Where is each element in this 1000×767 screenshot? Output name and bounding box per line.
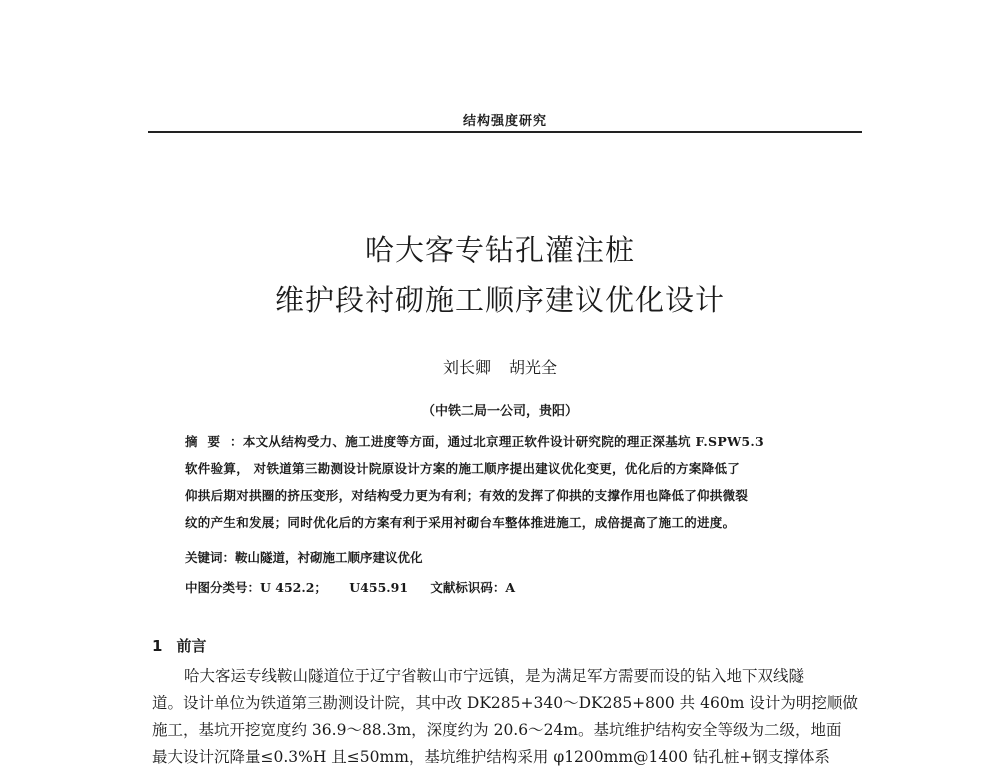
section-title: 前言 xyxy=(176,637,207,655)
abstract-line: 仰拱后期对拱圈的挤压变形，对结构受力更为有利；有效的发挥了仰拱的支撑作用也降低了仰拱微裂 xyxy=(185,488,749,503)
title-line-2: 维护段衬砌施工顺序建议优化设计 xyxy=(274,283,725,317)
keywords xyxy=(185,548,423,566)
header-rule xyxy=(148,131,862,133)
doc-code-value: A xyxy=(505,580,516,595)
abstract-line: 纹的产生和发展；同时优化后的方案有利于采用衬砌台车整体推进施工，成倍提高了施工的进度。 xyxy=(185,515,736,530)
abstract-text: ：本文从结构受力、施工进度等方面，通过北京理正软件设计研究院的理正深基坑 F.SPW5.3 xyxy=(230,434,765,449)
body-line: 施工，基坑开挖宽度约 36.9～88.3m，深度约为 20.6～24m。基坑维护结构安全等级为二级，地面 xyxy=(152,721,842,739)
abstract-label: 摘要 xyxy=(185,434,231,449)
body-line: 哈大客运专线鞍山隧道位于辽宁省鞍山市宁远镇，是为满足军方需要而设的钻入地下双线隧 xyxy=(184,667,805,685)
section-heading xyxy=(152,635,206,656)
abstract-line: 软件验算， 对铁道第三勘测设计院原设计方案的施工顺序提出建议优化变更，优化后的方案降低了 xyxy=(185,461,741,476)
keywords-label: 关键词 xyxy=(185,550,223,565)
authors xyxy=(0,355,1000,378)
clc-value-2: U455.91 xyxy=(349,580,409,595)
classification xyxy=(185,578,515,596)
keywords-text: ：鞍山隧道，衬砌施工顺序建议优化 xyxy=(222,550,423,565)
body-line: 最大设计沉降量≤0.3%H 且≤50mm，基坑维护结构采用 φ1200mm@1400 钻孔桩+钢支撑体系 xyxy=(152,748,830,766)
section-number: 1 xyxy=(152,637,163,655)
author-1: 刘长卿 xyxy=(442,358,491,377)
clc-label: 中图分类号： xyxy=(185,580,261,595)
title-line-1: 哈大客专钻孔灌注桩 xyxy=(364,233,635,267)
body-line: 道。设计单位为铁道第三勘测设计院，其中改 DK285+340～DK285+800 共 460m 设计为明挖顺做 xyxy=(152,694,858,712)
clc-value: U 452.2； xyxy=(260,580,327,595)
author-2: 胡光全 xyxy=(509,358,558,377)
affiliation: （中铁二局一公司，贵阳） xyxy=(421,404,578,419)
doc-code-label: 文献标识码： xyxy=(430,580,506,595)
running-header: 结构强度研究 xyxy=(462,114,547,129)
abstract-line xyxy=(185,432,857,450)
